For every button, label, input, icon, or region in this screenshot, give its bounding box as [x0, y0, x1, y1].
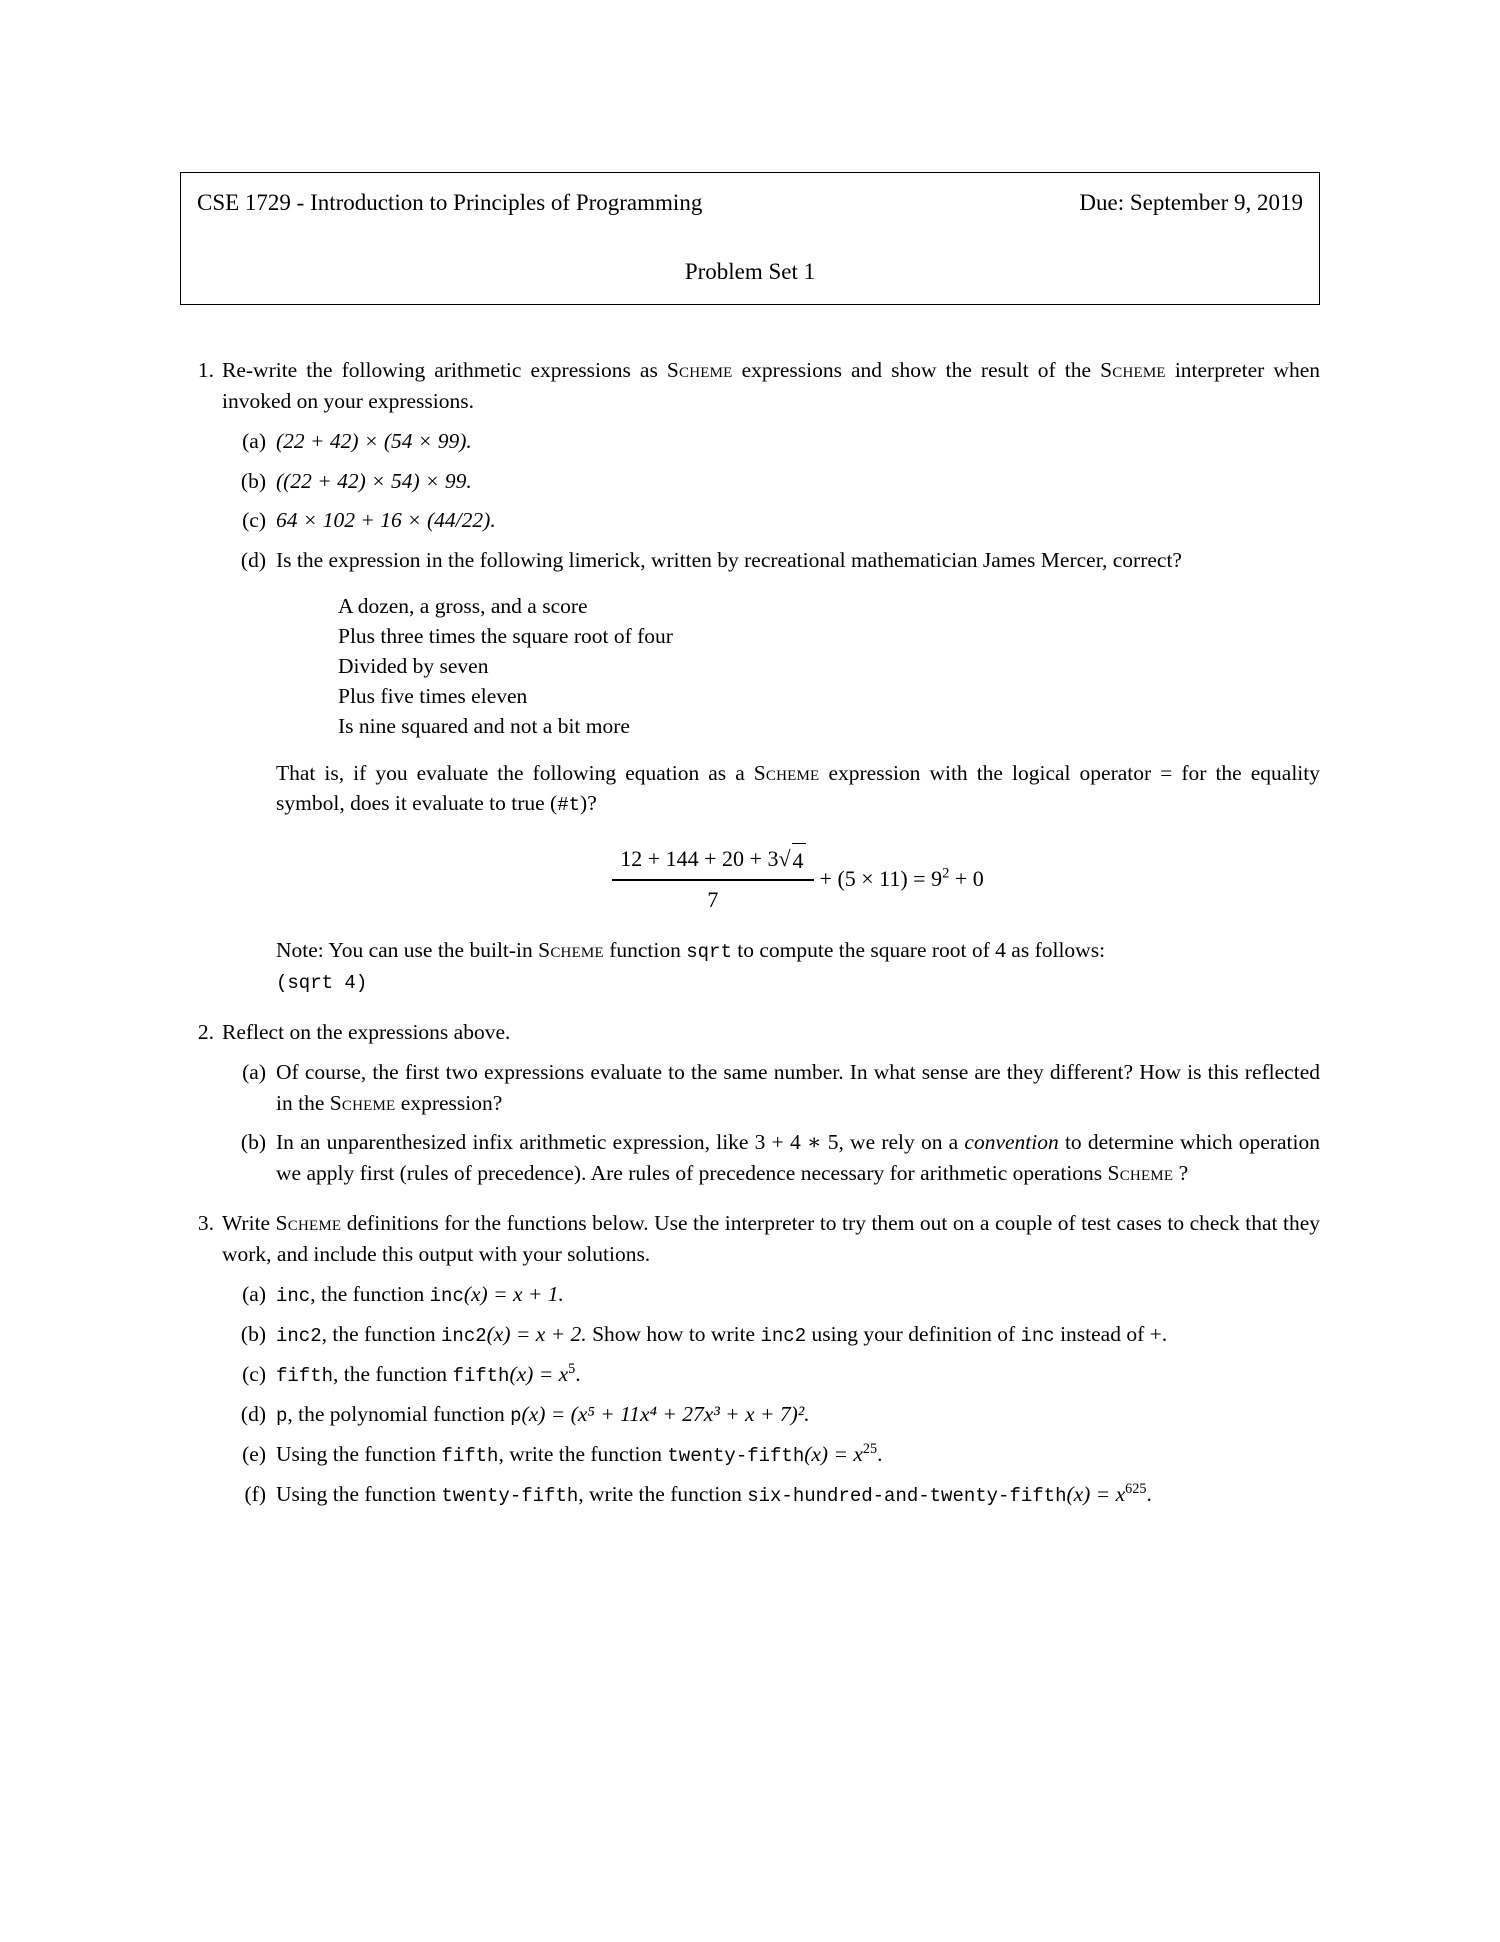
p2b-mid: to determine which operation we apply first (rules of precedence). Are rules of precedence necessary for arithmetic operations — [276, 1130, 1320, 1185]
problem-1-item-a — [222, 426, 1320, 457]
label-3a: (a) — [242, 1282, 266, 1307]
p3b-text-3: using your definition of — [806, 1322, 1021, 1347]
p3c-exponent: 5 — [568, 1361, 576, 1378]
p3d-code-1: p — [276, 1405, 288, 1428]
radicand: 4 — [792, 843, 806, 876]
label-2b: (b) — [240, 1130, 266, 1155]
p1-stem-pre: Re-write the following arithmetic expressions as — [222, 358, 667, 382]
p3-stem-pre: Write — [222, 1211, 276, 1236]
problem-3a-text — [276, 1279, 1320, 1310]
p3d-math: (x) = (x — [521, 1402, 588, 1427]
radical-sign: √ — [778, 846, 791, 872]
problem-3-item-c — [222, 1359, 1320, 1390]
problem-item-3 — [180, 1208, 1320, 1510]
p3b-code-1: inc2 — [276, 1325, 322, 1348]
p3f-tail: . — [1146, 1482, 1152, 1507]
p3c-math: (x) = x — [509, 1362, 569, 1387]
problem-3-item-a — [222, 1279, 1320, 1310]
equation-fraction — [612, 843, 813, 915]
p3e-code-1: fifth — [441, 1445, 499, 1468]
equation-exponent: 2 — [942, 866, 950, 883]
header-top-row — [197, 187, 1303, 220]
sqrt-code: sqrt — [686, 940, 732, 963]
problem-3c-text — [276, 1359, 1320, 1390]
p3b-code-4: inc — [1020, 1325, 1055, 1348]
p1-scheme-1: Scheme — [666, 358, 733, 382]
problem-number-2: 2. — [197, 1019, 214, 1044]
problem-2-subitems — [222, 1057, 1320, 1188]
limerick-verse — [338, 591, 1320, 741]
label-3b: (b) — [240, 1322, 266, 1347]
note-pre: Note: You can use the built-in — [276, 937, 539, 962]
display-equation — [276, 843, 1320, 915]
p3-scheme: Scheme — [275, 1211, 342, 1236]
p3f-exponent: 625 — [1125, 1481, 1147, 1498]
p3e-pre: Using the function — [276, 1442, 442, 1467]
problem-3d-text — [276, 1399, 1320, 1430]
verse-line-5: Is nine squared and not a bit more — [338, 714, 630, 739]
p3f-code-2: six-hundred-and-twenty-fifth — [747, 1485, 1067, 1508]
p3e-code-2: twenty-fifth — [667, 1445, 805, 1468]
p2b-scheme: Scheme — [1107, 1160, 1174, 1185]
problem-number-1: 1. — [197, 358, 214, 382]
problem-list — [180, 355, 1320, 1510]
numerator-terms: 12 + 144 + 20 + 3 — [620, 846, 779, 872]
assignment-title: Problem Set 1 — [684, 258, 816, 284]
problem-1-item-d — [222, 545, 1320, 997]
problem-2b-text — [276, 1127, 1320, 1188]
p3e-mid: , write the function — [498, 1442, 668, 1467]
p3c-tail: . — [575, 1362, 581, 1387]
p3d-code-2: p — [510, 1405, 522, 1428]
verse-line-3: Divided by seven — [338, 654, 489, 679]
equation-inner — [612, 843, 984, 915]
p3d-polynomial: ⁵ + 11x⁴ + 27x³ + x + 7)². — [587, 1402, 810, 1427]
p3f-pre: Using the function — [276, 1482, 442, 1507]
p2a-post: expression? — [395, 1090, 503, 1115]
verse-line-2: Plus three times the square root of four — [338, 624, 673, 649]
problem-number-3: 3. — [197, 1211, 214, 1236]
p3a-text-1: , the function — [310, 1282, 430, 1307]
p3c-text-1: , the function — [333, 1362, 453, 1387]
p3b-text-2: Show how to write — [586, 1322, 761, 1347]
that-is-post: expression with the logical operator = for the equality symbol, does it evaluate to true ( — [276, 760, 1320, 816]
expression-1b: ((22 + 42) × 54) × 99. — [276, 468, 472, 493]
p3b-code-3: inc2 — [760, 1325, 807, 1348]
equation-tail-main: + (5 × 11) = 9 — [819, 866, 943, 892]
that-is-scheme: Scheme — [753, 760, 820, 785]
problem-1-item-b — [222, 466, 1320, 497]
problem-3-item-f — [222, 1479, 1320, 1510]
note-post: to compute the square root of 4 as follows: — [731, 937, 1106, 962]
p3f-math: (x) = x — [1066, 1482, 1126, 1507]
label-1d: (d) — [240, 547, 266, 572]
p3b-text-1: , the function — [321, 1322, 442, 1347]
p3-stem-post: definitions for the functions below. Use the interpreter to try them out on a couple of test cases to check that they work, and include this output with your solutions. — [222, 1211, 1320, 1266]
p3a-code-2: inc — [429, 1285, 464, 1308]
label-1b: (b) — [240, 468, 266, 493]
equation-tail-end: + 0 — [949, 866, 984, 892]
expression-1c: 64 × 102 + 16 × (44/22). — [276, 508, 496, 533]
label-2a: (a) — [242, 1060, 266, 1085]
problem-3b-text — [276, 1319, 1320, 1350]
p3a-math: (x) = x + 1. — [463, 1282, 564, 1307]
square-root-icon — [778, 843, 805, 876]
fraction-denominator: 7 — [707, 886, 719, 912]
problem-3-subitems — [222, 1279, 1320, 1510]
p3e-tail: . — [877, 1442, 883, 1467]
p2b-post: ? — [1173, 1160, 1189, 1185]
p2b-pre: In an unparenthesized infix arithmetic expression, like 3 + 4 ∗ 5, we rely on a — [276, 1130, 965, 1155]
due-date: Due: September 9, 2019 — [1079, 190, 1303, 215]
problem-3e-text — [276, 1439, 1320, 1470]
that-is-end: )? — [580, 791, 597, 816]
p1-stem-mid: expressions and show the result of the — [732, 358, 1101, 382]
problem-2-stem: Reflect on the expressions above. — [222, 1019, 511, 1044]
expression-1a: (22 + 42) × (54 × 99). — [276, 429, 472, 454]
problem-2a-text — [276, 1057, 1320, 1118]
course-title: CSE 1729 - Introduction to Principles of Programming — [197, 190, 703, 215]
that-is-pre: That is, if you evaluate the following equation as a — [276, 760, 754, 785]
p3e-math: (x) = x — [804, 1442, 863, 1467]
problem-3-item-d — [222, 1399, 1320, 1430]
note-mid: function — [603, 937, 687, 962]
p2b-convention-emphasis: convention — [964, 1130, 1059, 1155]
note-scheme: Scheme — [538, 937, 604, 962]
problem-1-stem — [222, 355, 1320, 416]
problem-2-item-a — [222, 1057, 1320, 1118]
p3c-code-2: fifth — [452, 1365, 510, 1388]
that-is-paragraph — [276, 758, 1320, 819]
problem-list-container — [180, 355, 1320, 1530]
problem-item-1 — [180, 355, 1320, 997]
p3e-exponent: 25 — [862, 1441, 878, 1458]
p3d-text-1: , the polynomial function — [287, 1402, 511, 1427]
label-3f: (f) — [244, 1482, 266, 1507]
problem-1-subitems — [222, 426, 1320, 997]
problem-item-2 — [180, 1017, 1320, 1189]
p2a-pre: Of course, the first two expressions evaluate to the same number. In what sense are they different? How is this reflected in the — [276, 1060, 1320, 1115]
label-3c: (c) — [242, 1362, 266, 1387]
problem-3-stem — [222, 1208, 1320, 1269]
equation-tail — [820, 863, 984, 894]
limerick-question: Is the expression in the following limerick, written by recreational mathematician James Mercer, correct? — [276, 547, 1182, 572]
problem-1-item-c — [222, 505, 1320, 536]
p3a-code-1: inc — [276, 1285, 311, 1308]
sqrt-example-code: (sqrt 4) — [276, 971, 368, 994]
p3f-code-1: twenty-fifth — [441, 1485, 579, 1508]
p3b-code-2: inc2 — [441, 1325, 487, 1348]
p3b-math: (x) = x + 2. — [486, 1322, 587, 1347]
p3f-mid: , write the function — [578, 1482, 748, 1507]
assignment-header-box — [180, 172, 1320, 305]
true-literal-code: #t — [557, 794, 581, 817]
sqrt-note — [276, 935, 1320, 997]
label-3e: (e) — [242, 1442, 266, 1467]
problem-3-item-b — [222, 1319, 1320, 1350]
p1-stem-post: interpreter when invoked on your expressions. — [222, 358, 1320, 413]
p3b-text-4: instead of +. — [1054, 1322, 1168, 1347]
label-1a: (a) — [242, 429, 266, 454]
fraction-numerator — [612, 843, 813, 879]
p2a-scheme: Scheme — [329, 1090, 396, 1115]
verse-line-4: Plus five times eleven — [338, 684, 528, 709]
p3c-code-1: fifth — [276, 1365, 334, 1388]
label-1c: (c) — [242, 508, 266, 533]
verse-line-1: A dozen, a gross, and a score — [338, 594, 588, 619]
p1-scheme-2: Scheme — [1100, 358, 1166, 382]
label-3d: (d) — [240, 1402, 266, 1427]
problem-2-item-b — [222, 1127, 1320, 1188]
problem-3-item-e — [222, 1439, 1320, 1470]
problem-3f-text — [276, 1479, 1320, 1510]
